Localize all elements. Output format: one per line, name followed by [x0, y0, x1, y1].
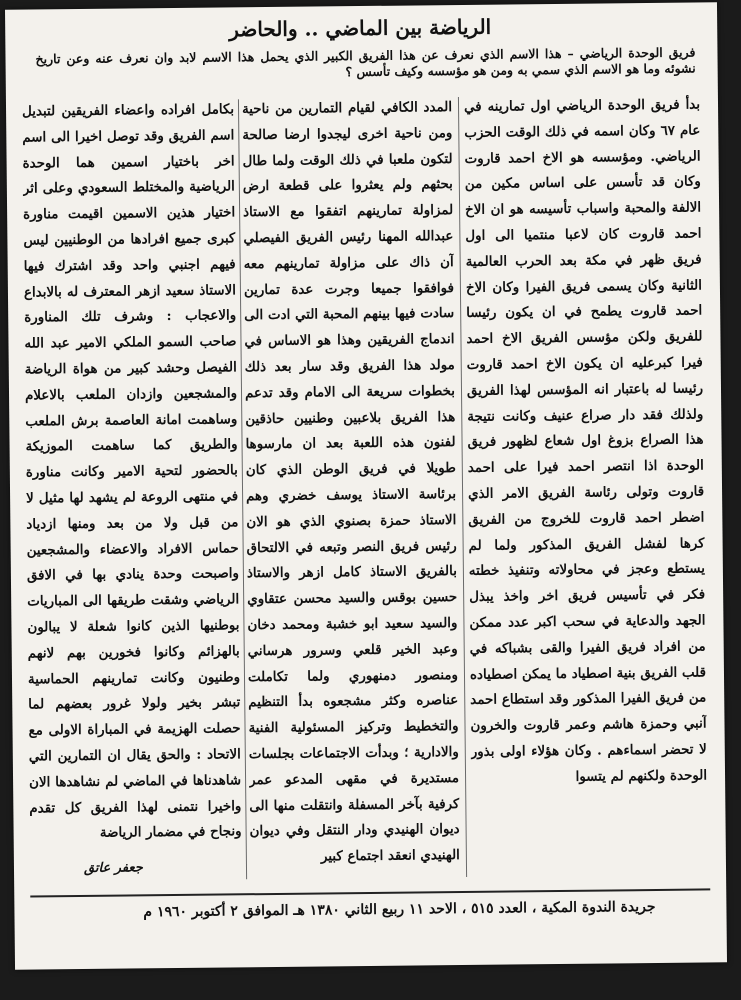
article-intro: فريق الوحدة الرياضي – هذا الاسم الذي نعرف عن هذا الفريق الكبير الذي يحمل هذا الاسم لابد وان نعرف عنه وعن تاريخ نشوئه وما هو الاسم الذي سمي به ومن هو مؤسسه وكيف تأسس ؟ [35, 44, 696, 80]
article-column-middle: المدد الكافي لقيام التمارين من ناحية ومن ناحية اخرى ليجدوا ارضا صالحة لتكون ملعبا في ذلك الوقت ولما طال بحثهم ولم يعثروا على قطعة ارض لمزاولة تمارينهم اتفقوا مع الاستاذ عبدالله المهنا رئيس الفريق الفيصلي آن ذاك على مزاولة تمارينهم معه فوافقوا جميعا وجرت عدة تمارين سادت فيها بينهم المحبة التي ادت الى اندماج الفريقين وهذا هو الاساس في مولد هذا الفريق وقد سار بعد ذلك بخطوات سريعة الى الامام وقد تدعم هذا الفريق بلاعبين وطنيين حاذقين لفنون هذه اللعبة بعد ان مارسوها طويلا في فريق الوطن الذي كان برئاسة الاستاذ يوسف خضري وهم الاستاذ حمزة بصنوي الذي هو الان رئيس فريق النصر وتبعه في الالتحاق بالفريق الاستاذ كامل ازهر والاستاذ حسين بوقس والسيد محسن عتقاوي والسيد سعيد ابو خشبة ومحمد دخان وعبد الخير قلعي وسرور هرساني ومنصور دمنهوري ولما تكاملت عناصره وكثر مشجعوه بدأ التنظيم والتخطيط وتركيز المسئولية الفنية والادارية ؛ وبدأت الاجتماعات بجلسات مستديرة في مقهى المدعو عمر كرفية بآخر المسفلة وانتقلت منها الى ديوان الهنيدي ودار النتقل وفي ديوان الهنيدي انعقد اجتماع كبير [241, 99, 460, 865]
source-citation: جريدة الندوة المكية ، العدد ٥١٥ ، الاحد ١١ ربيع الثاني ١٣٨٠ هـ الموافق ٢ أكتوبر ١٩٦٠ م [143, 898, 656, 921]
article-column-right: بدأ فريق الوحدة الرياضي اول تمارينه في عام ٦٧ وكان اسمه في ذلك الوقت الحزب الرياضي. ومؤسسه هو الاخ احمد قاروت وكان قد تأسس على اساس مكين من الالفة والمحبة واسباب تأسيسه هو ان الاخ احمد قاروت كان لاعبا منتميا الى اول فريق ظهر في مكة بعد الحرب العالمية الثانية وكان يسمى فريق الفيرا وكان الاخ احمد قاروت يطمح في ان يكون رئيسا للفريق ولكن مؤسس الفريق الاخ احمد فيرا كبرعليه ان يكون الاخ احمد قاروت رئيسا له باعتبار انه المؤسس لهذا الفريق ولذلك فقد دار صراع عنيف وكانت نتيجة هذا الصراع بزوغ اول شعاع لظهور فريق الوحدة اذا انتصر احمد فيرا على احمد قاروت وتولى رئاسة الفريق الامر الذي اضطر احمد قاروت للخروج من الفريق كرها لفشل الفريق المذكور ولما لم يستطع وعجز في محاولاته وتنفيذ خطته فكر في تأسيس فريق اخر واخذ يبذل الجهد والدعاية في سحب اكبر عدد ممكن من افراد فريق الفيرا والقى بشباكه في قلب الفريق بنية اصطياد ما يمكن اصطياده من فريق الفيرا المذكور وقد استطاع احمد آنبي وحمزة هاشم وعمر قاروت والخرون لا تحضر اسماءهم . وكان هؤلاء اولى بذور الوحدة ولكنهم لم يتسوا [463, 96, 708, 785]
article-column-left: بكامل افراده واعضاء الفريقين لتبديل اسم الفريق وقد توصل اخيرا الى اسم اخر باختيار اسمين هما الوحدة الرياضية والمختلط السعودي وعلى اثر اختيار هذين الاسمين اقيمت مناورة كبرى جميع افرادها من الوطنيين ليس فيهم اجنبي واحد وقد اشترك فيها الاستاذ سعيد ازهر المعترف له بالابداع والاعجاب : وشرف تلك المناورة صاحب السمو الملكي الامير عبد الله الفيصل وحشد كبير من هواة الرياضة والمشجعين وازدان الملعب بالاعلام وساهمت امانة العاصمة برش الملعب والطريق كما ساهمت الموزيكة بالحضور لتحية الامير وكانت مناورة في منتهى الروعة لم يشهد لها مثيل لا من قبل ولا من بعد ومنها ازدياد حماس الافراد والاعضاء والمشجعين واصبحت وحدة ينادي بها في الافق الرياضي وشقت طريقها الى المباريات بوطنيها الذين كانوا شعلة لا يبالون بالهزائم وكانوا فخورين بهم لانهم وطنيون وكانت تمارينهم الحماسية تبشر بخير ولولا غرور بعضهم لما حصلت الهزيمة في المباراة الاولى مع الاتحاد : والحق يقال ان التمارين التي شاهدناها في الماضي لم نشاهدها الان واخيرا نتمنى لهذا الفريق كل تقدم ونجاح في مضمار الرياضة [21, 101, 242, 842]
author-signature: جعفر عاتق [83, 860, 143, 876]
article-headline: الرياضة بين الماضي .. والحاضر [229, 14, 492, 42]
newspaper-clipping [5, 2, 727, 969]
footer-rule [30, 888, 710, 897]
